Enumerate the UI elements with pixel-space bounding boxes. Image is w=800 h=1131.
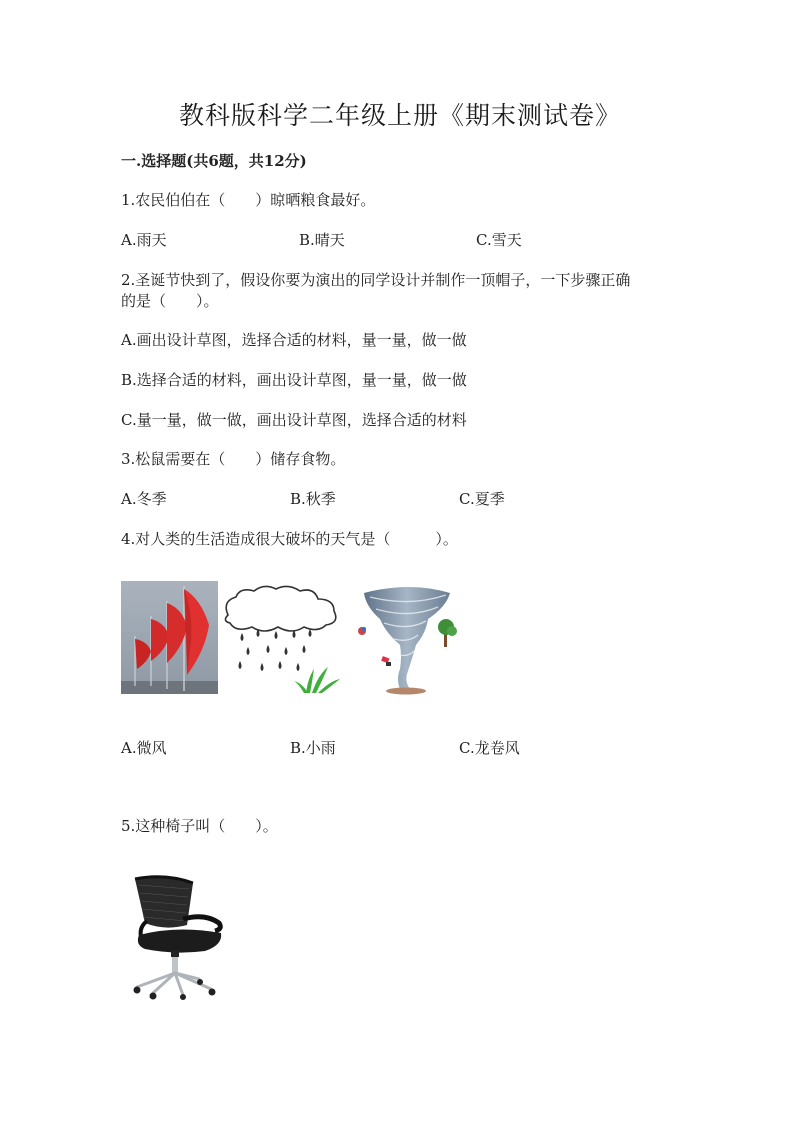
question-1-stem: 1.农民伯伯在（ ）晾晒粮食最好。 <box>121 191 376 209</box>
question-2-stem-line2: 的是（ ）。 <box>121 292 219 310</box>
question-2-option-c: C.量一量，做一做，画出设计草图，选择合适的材料 <box>121 411 467 429</box>
office-chair-image <box>125 875 225 1000</box>
question-1-option-b: B.晴天 <box>299 231 345 249</box>
question-2-option-a: A.画出设计草图，选择合适的材料，量一量，做一做 <box>121 331 467 349</box>
question-3-stem: 3.松鼠需要在（ ）储存食物。 <box>121 450 346 468</box>
section-heading: 一.选择题(共6题，共12分) <box>121 152 307 170</box>
page-title: 教科版科学二年级上册《期末测试卷》 <box>178 101 621 130</box>
question-2-option-b: B.选择合适的材料，画出设计草图，量一量，做一做 <box>121 371 467 389</box>
question-4-option-c: C.龙卷风 <box>459 739 520 757</box>
question-4-stem: 4.对人类的生活造成很大破坏的天气是（ ）。 <box>121 530 458 548</box>
tornado-image <box>350 583 472 695</box>
question-3-option-c: C.夏季 <box>459 490 505 508</box>
rain-cloud-image <box>218 583 343 695</box>
question-3-option-a: A.冬季 <box>121 490 167 508</box>
flags-image <box>121 581 218 694</box>
question-4-option-b: B.小雨 <box>290 739 336 757</box>
question-1-option-c: C.雪天 <box>476 231 522 249</box>
question-2-stem-line1: 2.圣诞节快到了，假设你要为演出的同学设计并制作一顶帽子，一下步骤正确 <box>121 271 631 289</box>
question-1-option-a: A.雨天 <box>121 231 167 249</box>
question-3-option-b: B.秋季 <box>290 490 336 508</box>
question-5-stem: 5.这种椅子叫（ ）。 <box>121 817 278 835</box>
question-4-option-a: A.微风 <box>121 739 167 757</box>
